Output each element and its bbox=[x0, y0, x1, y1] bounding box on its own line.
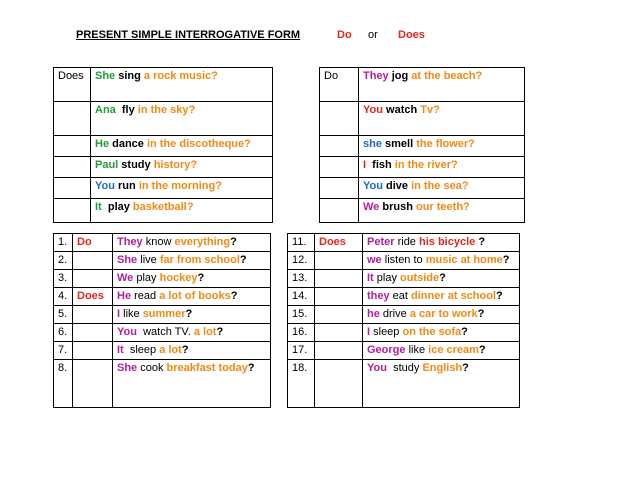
sentence-part: watch bbox=[382, 104, 421, 116]
sentence-part: in the sky? bbox=[137, 104, 196, 116]
table-row bbox=[320, 102, 525, 136]
table-row bbox=[288, 270, 520, 288]
sentence-cell bbox=[91, 136, 273, 157]
sentence-part: Peter bbox=[367, 236, 395, 248]
sentence-part: ? bbox=[496, 290, 503, 302]
table-row bbox=[288, 324, 520, 342]
sentence-part: fish bbox=[366, 159, 395, 171]
sentence-cell bbox=[363, 234, 520, 252]
sentence-part: dinner at school bbox=[411, 290, 496, 302]
sentence-part: he bbox=[367, 308, 380, 320]
sentence-part: dance bbox=[109, 138, 147, 150]
sentence-part: read bbox=[131, 290, 160, 302]
exercise-table-left bbox=[53, 233, 271, 408]
sentence-part: play bbox=[101, 201, 133, 213]
sentence-part: basketball? bbox=[132, 201, 194, 213]
item-number: 15. bbox=[288, 306, 315, 324]
sentence-part: I bbox=[367, 326, 371, 338]
sentence-part: English bbox=[422, 362, 463, 374]
header-do-label: Do bbox=[337, 29, 352, 41]
empty-cell bbox=[54, 136, 91, 157]
sentence-part: She bbox=[95, 70, 116, 82]
header-does-label: Does bbox=[398, 29, 425, 41]
sentence-part: ? bbox=[502, 254, 510, 266]
sentence-part: ? bbox=[247, 362, 255, 374]
sentence-part: ? bbox=[477, 308, 485, 320]
sentence-part: far from school bbox=[159, 254, 240, 266]
empty-cell bbox=[54, 178, 91, 199]
table-row bbox=[288, 234, 520, 252]
sentence-part: You bbox=[363, 180, 383, 192]
sentence-part: the flower? bbox=[416, 138, 475, 150]
sentence-cell bbox=[363, 360, 520, 408]
sentence-part: like bbox=[405, 344, 429, 356]
sentence-cell bbox=[91, 199, 273, 223]
auxiliary-cell bbox=[73, 342, 113, 360]
item-number: 3. bbox=[54, 270, 73, 288]
auxiliary-cell bbox=[315, 342, 363, 360]
sentence-part: It bbox=[117, 344, 124, 356]
sentence-part: We bbox=[363, 201, 380, 213]
sentence-part: run bbox=[114, 180, 139, 192]
table-row bbox=[54, 324, 271, 342]
sentence-cell bbox=[363, 306, 520, 324]
auxiliary-cell bbox=[315, 252, 363, 270]
sentence-part: George bbox=[367, 344, 406, 356]
sentence-part: smell bbox=[381, 138, 417, 150]
header-or-label: or bbox=[368, 29, 378, 41]
sentence-part: I bbox=[117, 308, 121, 320]
sentence-cell bbox=[91, 178, 273, 199]
sentence-part: sing bbox=[115, 70, 144, 82]
table-row bbox=[320, 136, 525, 157]
empty-cell bbox=[320, 102, 359, 136]
table-row bbox=[54, 306, 271, 324]
table-row bbox=[288, 306, 520, 324]
auxiliary-cell bbox=[73, 252, 113, 270]
item-number: 1. bbox=[54, 234, 73, 252]
table-row bbox=[320, 199, 525, 223]
auxiliary-cell bbox=[315, 288, 363, 306]
item-number: 16. bbox=[288, 324, 315, 342]
table-row bbox=[54, 102, 273, 136]
auxiliary-cell: Does bbox=[54, 68, 91, 102]
sentence-part: She bbox=[117, 254, 138, 266]
item-number: 6. bbox=[54, 324, 73, 342]
sentence-part: history? bbox=[153, 159, 198, 171]
sentence-part: Ana bbox=[95, 104, 116, 116]
item-number: 13. bbox=[288, 270, 315, 288]
sentence-part: ? bbox=[230, 290, 238, 302]
sentence-part: ride bbox=[394, 236, 419, 248]
sentence-part: ? bbox=[478, 236, 486, 248]
sentence-part: It bbox=[95, 201, 102, 213]
sentence-part: his bicycle bbox=[419, 236, 479, 248]
sentence-part: summer bbox=[142, 308, 186, 320]
table-row bbox=[54, 342, 271, 360]
sentence-part: a car to work bbox=[409, 308, 478, 320]
do-sentences-table bbox=[319, 67, 525, 223]
sentence-cell bbox=[363, 270, 520, 288]
table-row bbox=[288, 252, 520, 270]
sentence-part: ice cream bbox=[428, 344, 479, 356]
sentence-part: everything bbox=[174, 236, 231, 248]
sentence-cell bbox=[113, 252, 271, 270]
empty-cell bbox=[54, 157, 91, 178]
sentence-part: play bbox=[133, 272, 160, 284]
sentence-part: It bbox=[367, 272, 374, 284]
table-row bbox=[54, 234, 271, 252]
empty-cell bbox=[320, 199, 359, 223]
sentence-part: outside bbox=[400, 272, 440, 284]
table-row bbox=[54, 270, 271, 288]
auxiliary-cell bbox=[315, 324, 363, 342]
sentence-part: like bbox=[120, 308, 143, 320]
empty-cell bbox=[320, 178, 359, 199]
sentence-part: ? bbox=[239, 254, 247, 266]
sentence-part: ? bbox=[461, 326, 468, 338]
table-row bbox=[54, 178, 273, 199]
table-row bbox=[54, 68, 273, 102]
sentence-part: study bbox=[386, 362, 423, 374]
sentence-part: She bbox=[117, 362, 138, 374]
table-row bbox=[54, 157, 273, 178]
sentence-cell bbox=[359, 136, 525, 157]
sentence-part: ? bbox=[185, 308, 193, 320]
sentence-part: in the sea? bbox=[411, 180, 469, 192]
item-number: 2. bbox=[54, 252, 73, 270]
sentence-cell bbox=[113, 342, 271, 360]
sentence-cell bbox=[363, 288, 520, 306]
page-title: PRESENT SIMPLE INTERROGATIVE FORM bbox=[76, 29, 301, 41]
item-number: 14. bbox=[288, 288, 315, 306]
sentence-part: Paul bbox=[95, 159, 119, 171]
sentence-part: a rock music? bbox=[143, 70, 218, 82]
sentence-part: know bbox=[142, 236, 175, 248]
sentence-part: ? bbox=[197, 272, 205, 284]
sentence-part: fly bbox=[115, 104, 138, 116]
sentence-part: cook bbox=[137, 362, 167, 374]
sentence-part: on the sofa bbox=[402, 326, 462, 338]
sentence-part: dive bbox=[382, 180, 412, 192]
sentence-part: They bbox=[117, 236, 143, 248]
sentence-cell bbox=[113, 306, 271, 324]
sentence-part: a lot bbox=[193, 326, 217, 338]
sentence-part: sleep bbox=[123, 344, 160, 356]
sentence-cell bbox=[359, 157, 525, 178]
sentence-part: live bbox=[137, 254, 160, 266]
empty-cell bbox=[320, 136, 359, 157]
sentence-part: watch TV. bbox=[136, 326, 194, 338]
sentence-cell bbox=[91, 157, 273, 178]
sentence-part: He bbox=[95, 138, 110, 150]
sentence-part: He bbox=[117, 290, 132, 302]
sentence-part: You bbox=[117, 326, 137, 338]
sentence-cell bbox=[363, 324, 520, 342]
sentence-part: ? bbox=[462, 362, 469, 374]
sentence-part: music at home bbox=[425, 254, 503, 266]
auxiliary-cell: Do bbox=[73, 234, 113, 252]
sentence-part: she bbox=[363, 138, 382, 150]
sentence-cell bbox=[359, 68, 525, 102]
sentence-part: they bbox=[367, 290, 390, 302]
sentence-part: our teeth? bbox=[415, 201, 470, 213]
auxiliary-cell bbox=[315, 306, 363, 324]
table-row bbox=[54, 288, 271, 306]
exercise-table-right bbox=[287, 233, 520, 408]
auxiliary-cell: Does bbox=[315, 234, 363, 252]
sentence-part: You bbox=[95, 180, 115, 192]
sentence-cell bbox=[91, 102, 273, 136]
table-row bbox=[288, 288, 520, 306]
empty-cell bbox=[320, 157, 359, 178]
sentence-cell bbox=[363, 342, 520, 360]
sentence-part: play bbox=[373, 272, 401, 284]
table-row bbox=[54, 252, 271, 270]
sentence-part: ? bbox=[230, 236, 237, 248]
item-number: 12. bbox=[288, 252, 315, 270]
item-number: 4. bbox=[54, 288, 73, 306]
auxiliary-cell bbox=[73, 324, 113, 342]
item-number: 5. bbox=[54, 306, 73, 324]
sentence-cell bbox=[113, 324, 271, 342]
item-number: 8. bbox=[54, 360, 73, 408]
sentence-part: in the discotheque? bbox=[146, 138, 251, 150]
sentence-part: We bbox=[117, 272, 134, 284]
table-row bbox=[54, 136, 273, 157]
item-number: 18. bbox=[288, 360, 315, 408]
auxiliary-cell bbox=[73, 306, 113, 324]
sentence-part: breakfast today bbox=[166, 362, 248, 374]
sentence-part: ? bbox=[478, 344, 486, 356]
sentence-part: brush bbox=[379, 201, 416, 213]
does-sentences-table bbox=[53, 67, 273, 223]
table-row bbox=[320, 157, 525, 178]
sentence-part: ? bbox=[181, 344, 189, 356]
sentence-part: hockey bbox=[159, 272, 198, 284]
sentence-part: Tv? bbox=[420, 104, 440, 116]
sentence-part: I bbox=[363, 159, 367, 171]
table-row bbox=[288, 360, 520, 408]
sentence-cell bbox=[91, 68, 273, 102]
sentence-cell bbox=[363, 252, 520, 270]
table-row bbox=[320, 68, 525, 102]
item-number: 7. bbox=[54, 342, 73, 360]
sentence-part: eat bbox=[389, 290, 412, 302]
sentence-cell bbox=[113, 234, 271, 252]
sentence-part: a lot of books bbox=[159, 290, 231, 302]
sentence-cell bbox=[113, 360, 271, 408]
item-number: 11. bbox=[288, 234, 315, 252]
auxiliary-cell bbox=[73, 270, 113, 288]
auxiliary-cell bbox=[315, 360, 363, 408]
sentence-part: drive bbox=[379, 308, 410, 320]
table-row bbox=[320, 178, 525, 199]
auxiliary-cell bbox=[315, 270, 363, 288]
sentence-cell bbox=[359, 199, 525, 223]
sentence-part: study bbox=[118, 159, 154, 171]
item-number: 17. bbox=[288, 342, 315, 360]
sentence-cell bbox=[359, 102, 525, 136]
sentence-part: You bbox=[363, 104, 383, 116]
sentence-cell bbox=[113, 270, 271, 288]
sentence-part: listen to bbox=[381, 254, 426, 266]
sentence-part: jog bbox=[388, 70, 412, 82]
sentence-part: They bbox=[363, 70, 389, 82]
sentence-part: in the river? bbox=[394, 159, 458, 171]
auxiliary-cell: Does bbox=[73, 288, 113, 306]
table-row bbox=[54, 360, 271, 408]
sentence-cell bbox=[113, 288, 271, 306]
table-row bbox=[288, 342, 520, 360]
sentence-part: we bbox=[367, 254, 382, 266]
sentence-part: in the morning? bbox=[138, 180, 222, 192]
sentence-part: You bbox=[367, 362, 387, 374]
empty-cell bbox=[54, 102, 91, 136]
sentence-part: sleep bbox=[370, 326, 403, 338]
sentence-cell bbox=[359, 178, 525, 199]
table-row bbox=[54, 199, 273, 223]
empty-cell bbox=[54, 199, 91, 223]
sentence-part: ? bbox=[439, 272, 446, 284]
auxiliary-cell bbox=[73, 360, 113, 408]
sentence-part: at the beach? bbox=[411, 70, 483, 82]
sentence-part: ? bbox=[216, 326, 224, 338]
auxiliary-cell: Do bbox=[320, 68, 359, 102]
sentence-part: a lot bbox=[159, 344, 182, 356]
